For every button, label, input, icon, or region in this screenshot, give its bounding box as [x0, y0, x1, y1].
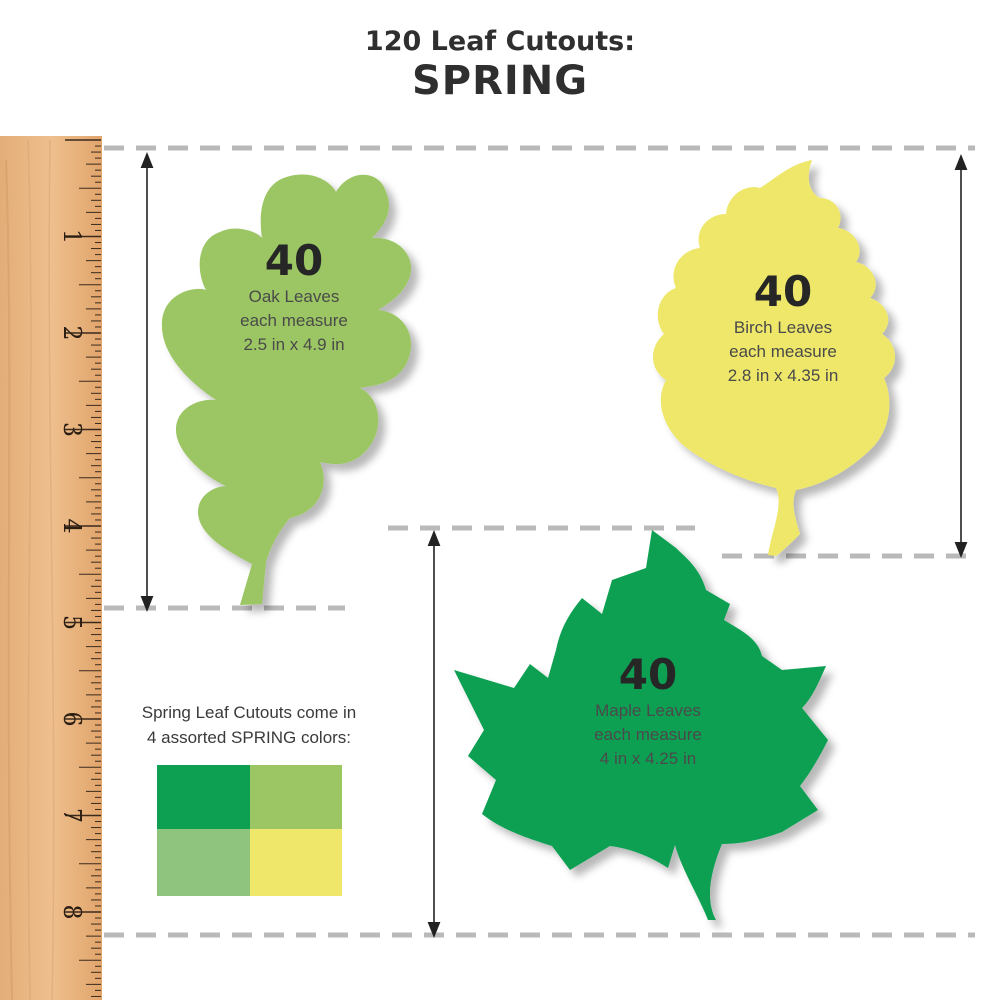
colors-info	[118, 700, 380, 750]
color-swatch-light-green	[250, 765, 342, 829]
ruler-number: 6	[58, 711, 86, 727]
ruler-number: 3	[58, 421, 86, 438]
birch-size: 2.8 in x 4.35 in	[727, 366, 839, 385]
title-line-1: 120 Leaf Cutouts:	[364, 26, 636, 57]
oak-name: Oak Leaves	[248, 287, 340, 306]
maple-name: Maple Leaves	[595, 701, 701, 720]
color-swatch-yellow	[250, 829, 342, 896]
birch-name: Birch Leaves	[733, 318, 833, 337]
ruler-number: 7	[58, 807, 86, 824]
ruler-number: 1	[58, 228, 86, 245]
color-swatch-dark-green	[157, 765, 250, 829]
colors-info-line-1: Spring Leaf Cutouts come in	[141, 703, 357, 722]
title-line-2: SPRING	[411, 58, 589, 104]
oak-size: 2.5 in x 4.9 in	[243, 335, 345, 354]
colors-info-line-2: 4 assorted SPRING colors:	[146, 728, 352, 747]
maple-count: 40	[618, 650, 678, 699]
ruler-number: 2	[58, 325, 86, 341]
maple-measure-label: each measure	[594, 725, 702, 744]
oak-measure-label: each measure	[240, 311, 348, 330]
color-swatch-sage-green	[157, 829, 250, 896]
ruler-number: 8	[58, 904, 86, 920]
ruler	[0, 136, 102, 1000]
oak-count: 40	[264, 236, 324, 285]
birch-count: 40	[753, 267, 813, 316]
birch-leaf-label	[680, 268, 886, 388]
color-swatches	[157, 765, 342, 896]
oak-leaf-label	[196, 237, 392, 357]
maple-size: 4 in x 4.25 in	[599, 749, 697, 768]
birch-measure-label: each measure	[729, 342, 837, 361]
ruler-number: 4	[58, 518, 86, 534]
ruler-number: 5	[58, 614, 86, 631]
maple-leaf-label	[548, 651, 748, 771]
